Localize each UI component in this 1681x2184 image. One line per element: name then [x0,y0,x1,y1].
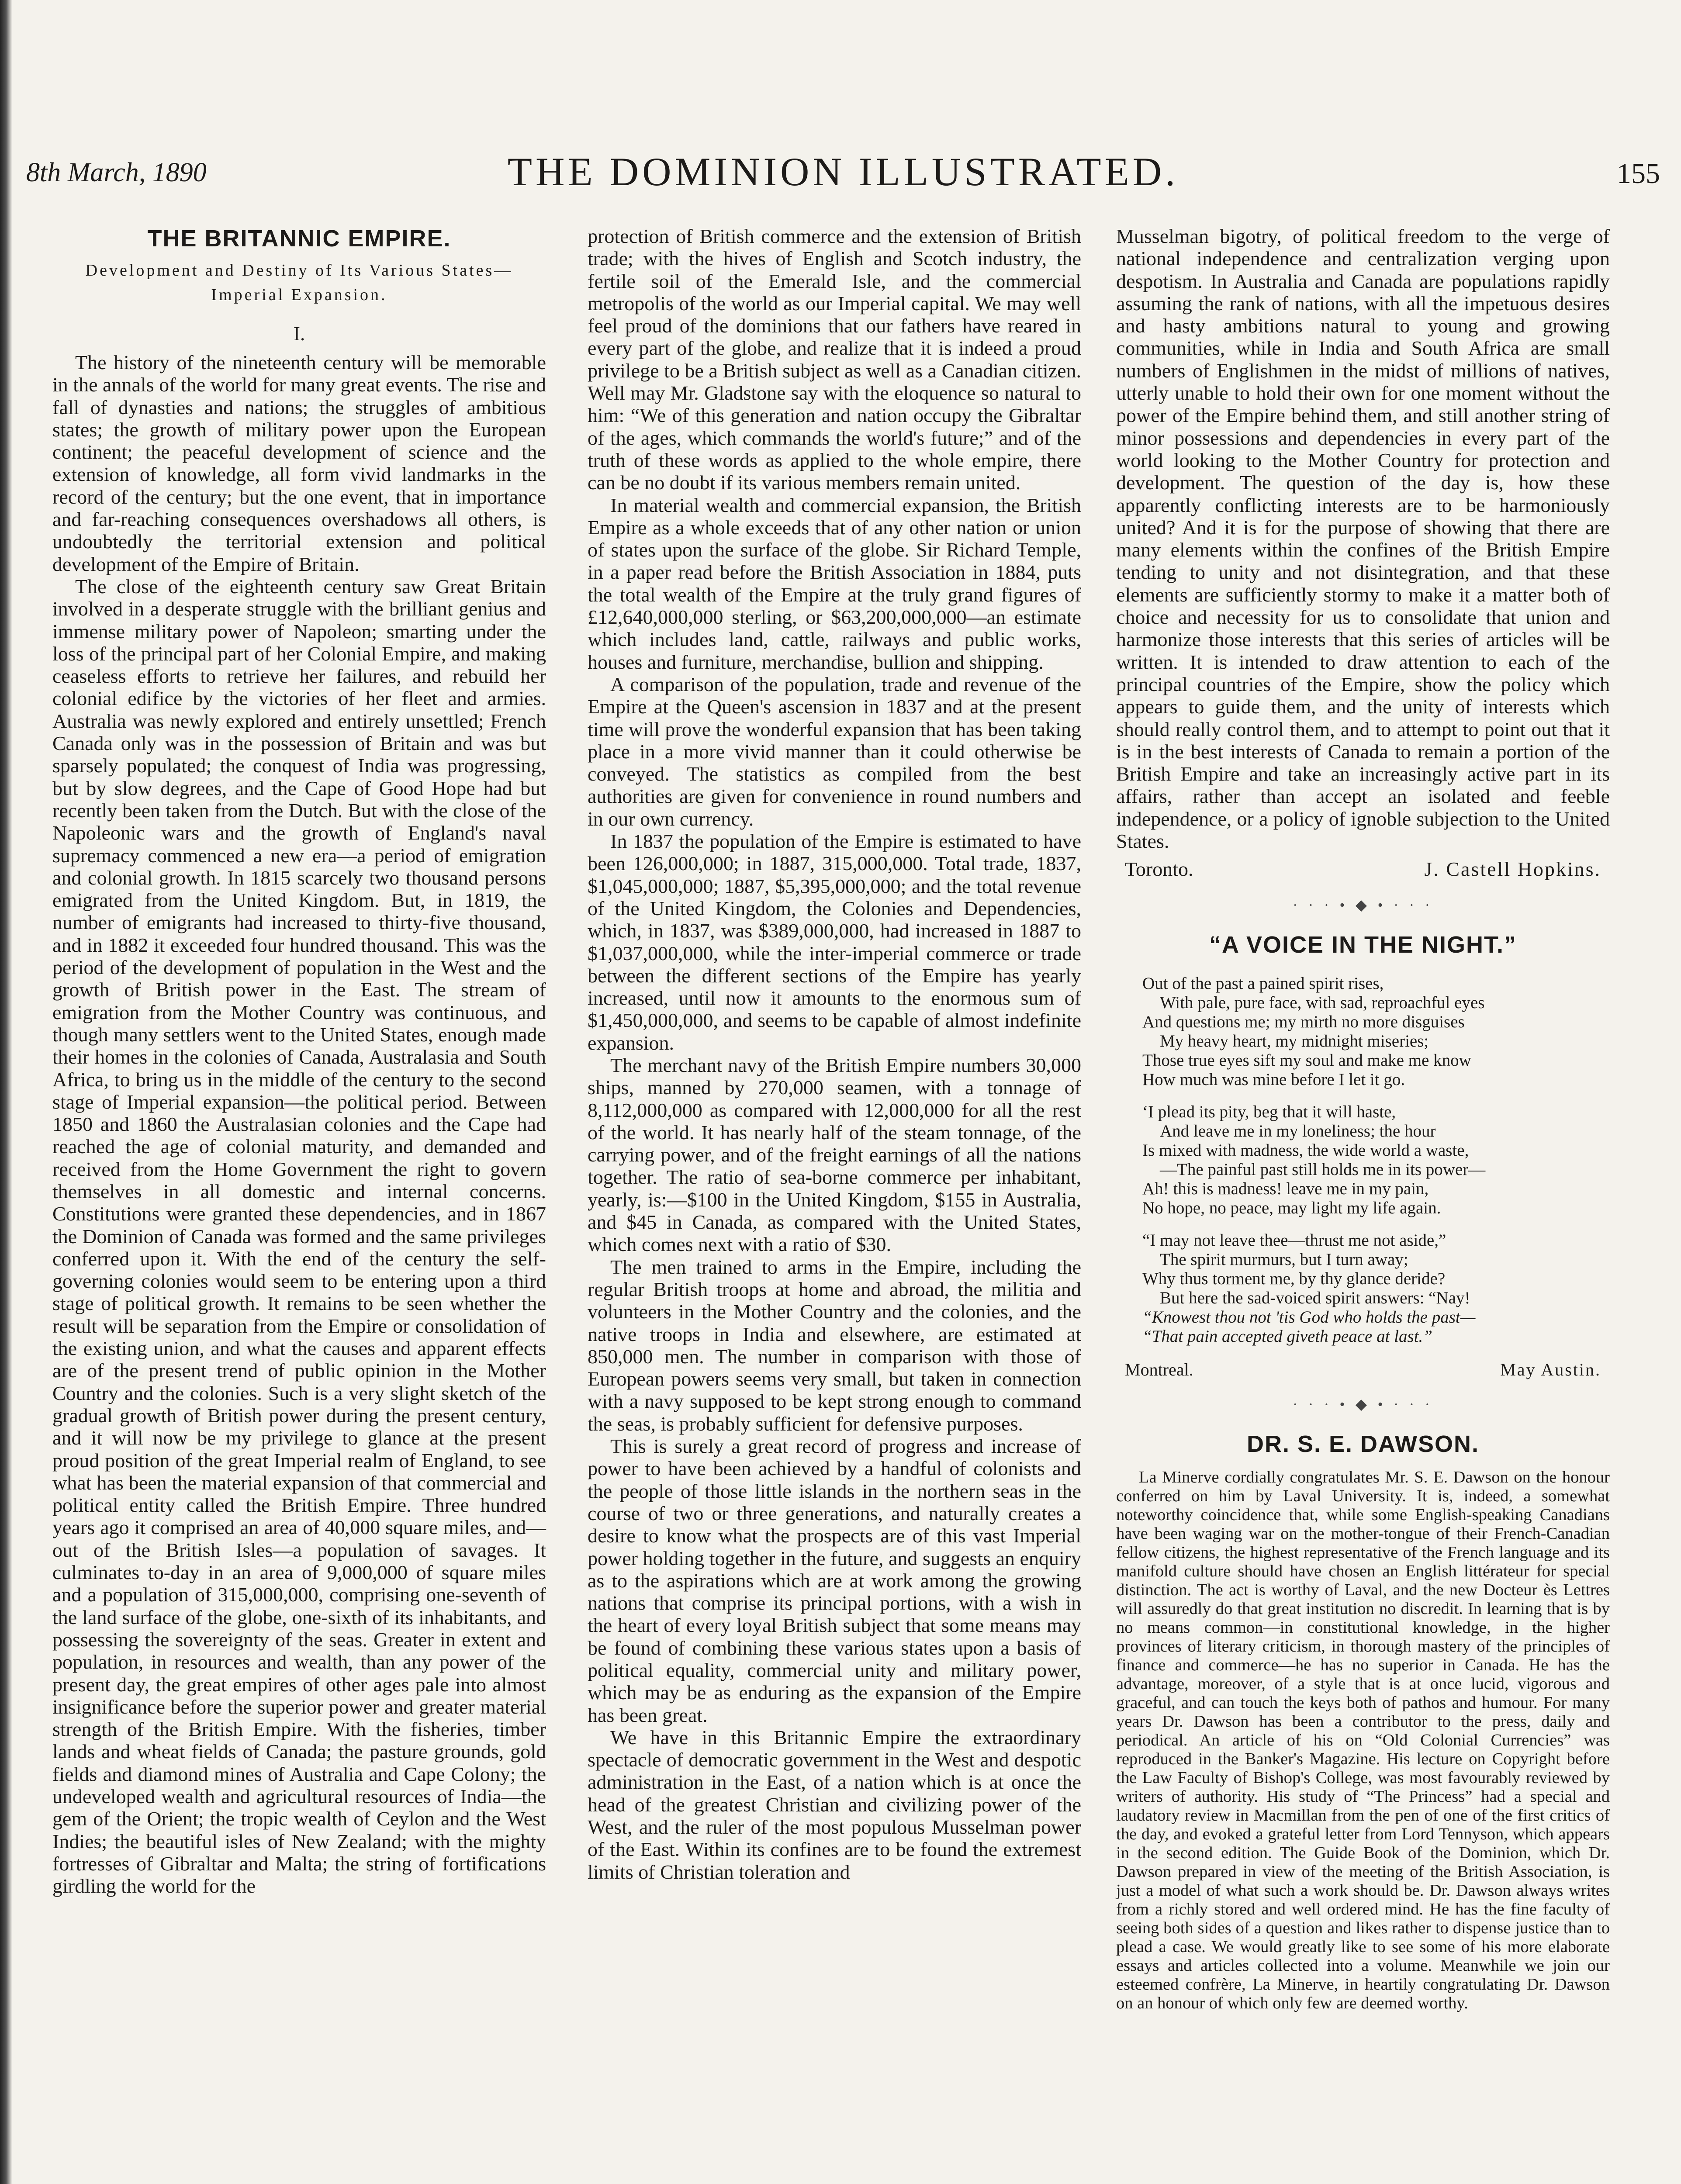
publication-title: THE DOMINION ILLUSTRATED. [507,149,1179,194]
poem-line: —The painful past still holds me in its power— [1160,1160,1486,1179]
article-paragraph: The merchant navy of the British Empire numbers 30,000 ships, manned by 270,000 seamen, with a tonnage of 8,112,000,000 as compared with 12,000,000 for all the rest of the world. It has nearly half of the steam tonnage, of the carrying power, and of the freight earnings of all the nations together. The ratio of sea-borne commerce per inhabitant, yearly, is:—$100 in the United Kingdom, $155 in Australia, and $45 in Canada, as compared with the United States, which comes next with a ratio of $30. [588,1054,1081,1256]
signature-author: J. Castell Hopkins. [1424,858,1601,881]
poem-line: Ah! this is madness! leave me in my pain, [1142,1179,1429,1199]
article-body [1116,1468,1610,2013]
poem-line: ‘I plead its pity, beg that it will haste, [1142,1102,1396,1122]
page-header [26,149,1660,214]
signature-place: Toronto. [1125,858,1193,881]
column-2 [588,225,1081,1883]
article-paragraph: The men trained to arms in the Empire, including the regular British troops at home and abroad, the militia and volunteers in the Mother Country and the colonies, and the native troops in India and elsewhere, are estimated at 850,000 men. The number in comparison with those of European powers seems very small, but taken in connection with a navy supposed to be kept strong enough to command the seas, is probably sufficient for defensive purposes. [588,1255,1081,1435]
poem-line: “That pain accepted giveth peace at last.” [1142,1327,1432,1346]
article-paragraph: A comparison of the population, trade and revenue of the Empire at the Queen's ascension in 1837 and at the present time will prove the wonderful expansion that has been taking place in a more vivid manner than it could otherwise be conveyed. The statistics as compiled from the best authorities are given for convenience in round numbers and in our own currency. [588,673,1081,830]
poem-line: And leave me in my loneliness; the hour [1160,1122,1436,1141]
article-paragraph: This is surely a great record of progress and increase of power to have been achieved by a handful of colonists and the people of those little islands in the northern seas in the course of two or three generations, and naturally creates a desire to know what the prospects are of this vast Imperial power holding together in the future, and suggests an enquiry as to the aspirations which are at work among the growing nations that comprise its principal portions, with a wish in the heart of every loyal British subject that some means may be found of combining these various states upon a basis of political equality, commercial unity and military power, which may be as enduring as the expansion of the Empire has been great. [588,1435,1081,1726]
issue-date: 8th March, 1890 [26,158,207,187]
article-paragraph: The close of the eighteenth century saw Great Britain involved in a desperate struggle with the brilliant genius and immense military power of Napoleon; smarting under the loss of the principal part of her Colonial Empire, and making ceaseless efforts to retrieve her failures, and rebuild her colonial edifice by the victories of her fleet and armies. Australia was newly explored and entirely unsettled; French Canada only was in the possession of Britain and was but sparsely populated; the conquest of India was progressing, but by slow degrees, and the Cape of Good Hope had but recently been taken from the Dutch. But with the close of the Napoleonic wars and the growth of England's naval supremacy commenced a new era—a period of emigration and colonial growth. In 1815 scarcely two thousand persons emigrated from the United Kingdom. But, in 1819, the number of emigrants had increased to thirty-five thousand, and in 1882 it exceeded four hundred thousand. This was the period of the development of population in the West and the growth of British power in the East. The stream of emigration from the Mother Country was continuous, and though many settlers went to the United States, enough made their homes in the colonies of Canada, Australasia and South Africa, to bring us in the middle of the century to the second stage of Imperial expansion—the political period. Between 1850 and 1860 the Australasian colonies and the Cape had reached the age of colonial maturity, and demanded and received from the Home Government the right to govern themselves in all domestic and internal concerns. Constitutions were granted these dependencies, and in 1867 the Dominion of Canada was formed and the same privileges conferred upon it. With the end of the century the self-governing colonies would seem to be entering upon a third stage of political growth. It remains to be seen whether the result will be separation from the Empire or consolidation of the existing union, and what the causes and apparent effects are of the present trend of public opinion in the Mother Country and the colonies. Such is a very slight sketch of the gradual growth of British power during the present century, and it will now be my privilege to glance at the present proud position of the great Imperial realm of England, to see what has been the material expansion of that commercial and political entity called the British Empire. Three hundred years ago it comprised an area of 40,000 square miles, and—out of the British Isles—a population of savages. It culminates to-day in an area of 9,000,000 of square miles and a population of 315,000,000, comprising one-seventh of the land surface of the globe, one-sixth of its inhabitants, and possessing the sovereignty of the seas. Greater in extent and population, in resources and wealth, than any power of the present day, the great empires of other ages pale into almost insignificance before the superior power and greater material strength of the British Empire. With the fisheries, timber lands and wheat fields of Canada; the pasture grounds, gold fields and diamond mines of Australia and Cape Colony; the undeveloped wealth and agricultural resources of India—the gem of the Orient; the tropic wealth of Ceylon and the West Indies; the beautiful isles of New Zealand; with the mighty fortresses of Gibraltar and Malta; the string of fortifications girdling the world for the [52,575,546,1897]
article-paragraph: In 1837 the population of the Empire is estimated to have been 126,000,000; in 1887, 315,000,000. Total trade, 1837, $1,045,000,000; 1887, $5,395,000,000; and the total revenue of the United Kingdom, the Colonies and Dependencies, which, in 1837, was $389,000,000, had increased in 1887 to $1,037,000,000, while the inter-imperial commerce or trade between the different sections of the Empire has yearly increased, until now it amounts to the enormous sum of $1,450,000,000, and seems to be capable of almost indefinite expansion. [588,830,1081,1054]
poem-line: Is mixed with madness, the wide world a waste, [1142,1141,1469,1160]
poem-line: Out of the past a pained spirit rises, [1142,974,1384,993]
poem-line: No hope, no peace, may light my life again. [1142,1199,1441,1218]
poem-line: With pale, pure face, with sad, reproachful eyes [1160,993,1485,1013]
poem-line: How much was mine before I let it go. [1142,1070,1405,1089]
article-paragraph: In material wealth and commercial expansion, the British Empire as a whole exceeds that of any other nation or union of states upon the surface of the globe. Sir Richard Temple, in a paper read before the British Association in 1884, puts the total wealth of the Empire at the truly grand figures of £12,640,000,000 sterling, or $63,200,000,000—an estimate which includes land, cattle, railways and public works, houses and furniture, merchandise, bullion and shipping. [588,494,1081,673]
poem-stanza [1142,1231,1610,1346]
article-paragraph: We have in this Britannic Empire the extraordinary spectacle of democratic government in the West and despotic administration in the East, of a nation which is at once the head of the greatest Christian and civilizing power of the West, and the ruler of the most populous Musselman power of the East. Within its confines are to be found the extremest limits of Christian toleration and [588,1726,1081,1883]
article-paragraph: La Minerve cordially congratulates Mr. S. E. Dawson on the honour conferred on him by Laval University. It is, indeed, a somewhat noteworthy coincidence that, while some English-speaking Canadians have been waging war on the mother-tongue of their French-Canadian fellow citizens, the highest representative of the French language and its manifold culture should have chosen an English littérateur for special distinction. The act is worthy of Laval, and the new Docteur ès Lettres will assuredly do that great institution no discredit. In learning that is by no means common—in constitutional knowledge, in the higher provinces of literary criticism, in thorough mastery of the principles of finance and commerce—he has no superior in Canada. He has the advantage, moreover, of a style that is at once lucid, vigorous and graceful, and can touch the keys both of pathos and humour. For many years Dr. Dawson has been a contributor to the press, daily and periodical. An article of his on “Old Colonial Currencies” was reproduced in the Banker's Magazine. His lecture on Copyright before the Law Faculty of Bishop's College, was most favourably reviewed by writers of authority. His study of “The Princess” had a special and laudatory review in Macmillan from the pen of one of the first critics of the day, and evoked a grateful letter from Lord Tennyson, which appears in the second edition. The Guide Book of the Dominion, which Dr. Dawson prepared in view of the meeting of the British Association, is just a model of what such a work should be. Dr. Dawson always writes from a richly stored and well ordered mind. He has the fine faculty of seeing both sides of a question and likes rather to dispense justice than to plead a case. We would greatly like to see some of his more elaborate essays and articles collected into a volume. Meanwhile we join our esteemed confrère, La Minerve, in heartily congratulating Dr. Dawson on an honour of which only few are deemed worthy. [1116,1468,1610,2013]
article-paragraph: The history of the nineteenth century will be memorable in the annals of the world for many great events. The rise and fall of dynasties and nations; the struggles of ambitious states; the growth of military power upon the European continent; the peaceful development of science and the extension of knowledge, all form vivid landmarks in the record of the century; but the one event, that in importance and far-reaching consequences overshadows all others, is undoubtedly the territorial extension and political development of the Empire of Britain. [52,351,546,575]
poem-line: But here the sad-voiced spirit answers: “Nay! [1160,1289,1470,1308]
page-number: 155 [1617,158,1660,190]
poem-line: The spirit murmurs, but I turn away; [1160,1250,1408,1269]
poem-line: And questions me; my mirth no more disguises [1142,1013,1465,1032]
page-binding-shadow [0,0,12,2184]
article-title: DR. S. E. DAWSON. [1246,1431,1480,1458]
column-3 [1116,225,1610,2013]
poem-line: Those true eyes sift my soul and make me know [1142,1051,1471,1070]
poem-stanza [1142,974,1610,1089]
poem-line: “Knowest thou not 'tis God who holds the past— [1142,1308,1476,1327]
article-subtitle: Development and Destiny of Its Various States—Imperial Expansion. [85,261,513,304]
article-paragraph: Musselman bigotry, of political freedom to the verge of national independence and centralization verging upon despotism. In Australia and Canada are populations rapidly assuming the rank of nations, with all the impetuous desires and hasty ambitions natural to young and growing communities, while in India and South Africa are small numbers of Englishmen in the midst of millions of natives, utterly unable to hold their own for one moment without the power of the Empire behind them, and still another string of minor possessions and dependencies in every part of the world looking to the Mother Country for protection and development. The question of the day is, how these apparently conflicting interests are to be harmoniously united? And it is for the purpose of showing that there are many elements within the confines of the British Empire tending to unity and not disintegration, and that these elements are sufficiently stormy to make it a matter both of choice and necessity for us to consolidate that union and harmonize those interests that this series of articles will be written. It is intended to draw attention to each of the principal countries of the Empire, show the policy which appears to guide them, and the unity of interests which should really control them, and to attempt to point out that it is in the best interests of Canada to remain a portion of the British Empire and take an increasingly active part in its affairs, rather than accept an isolated and feeble independence, or a policy of ignoble subjection to the United States. [1116,225,1610,853]
section-divider: · · · • ◆ • · · · [1293,1396,1433,1413]
article-signature [1116,857,1610,881]
article-title: THE BRITANNIC EMPIRE. [147,225,451,252]
poem-signature [1116,1359,1610,1380]
poem-title: “A VOICE IN THE NIGHT.” [1209,932,1517,958]
article-paragraph: protection of British commerce and the extension of British trade; with the hives of English and Scotch industry, the fertile soil of the Emerald Isle, and the commercial metropolis of the world as our Imperial capital. We may well feel proud of the dominions that our fathers have reared in every part of the globe, and realize that it is indeed a proud privilege to be a British subject as well as a Canadian citizen. Well may Mr. Gladstone say with the eloquence so natural to him: “We of this generation and nation occupy the Gibraltar of the ages, which commands the world's future;” and of the truth of these words as applied to the whole empire, there can be no doubt if its various members remain united. [588,225,1081,494]
signature-place: Montreal. [1125,1360,1193,1380]
section-divider: · · · • ◆ • · · · [1293,897,1433,914]
poem-body [1142,974,1610,1346]
column-1 [52,225,546,1897]
poem-stanza [1142,1102,1610,1218]
poem-line: Why thus torment me, by thy glance deride? [1142,1269,1446,1289]
poem-line: My heavy heart, my midnight miseries; [1160,1032,1429,1051]
signature-author: May Austin. [1500,1360,1601,1380]
section-number: I. [293,322,305,345]
poem-line: “I may not leave thee—thrust me not aside,” [1142,1231,1446,1250]
